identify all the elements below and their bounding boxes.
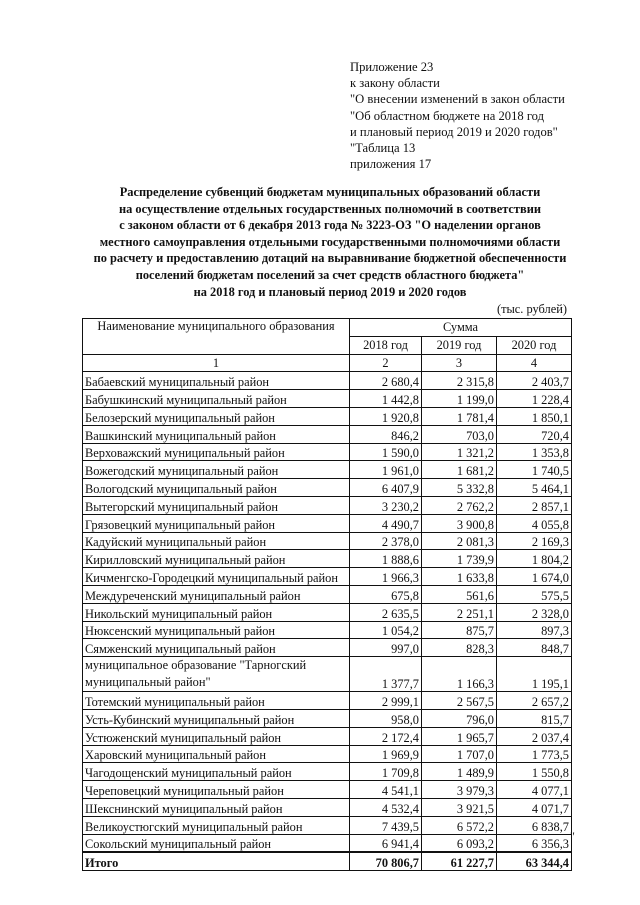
amount-2020: 1 353,8 xyxy=(497,443,572,461)
table-row xyxy=(83,603,572,621)
units-label: (тыс. рублей) xyxy=(496,302,567,316)
table-row xyxy=(83,496,572,514)
amount-2018: 2 635,5 xyxy=(350,603,422,621)
table-row xyxy=(83,514,572,532)
municipality-name: Кадуйский муниципальный район xyxy=(83,532,350,550)
table-row xyxy=(83,621,572,639)
amount-2020: 4 077,1 xyxy=(497,781,572,799)
amount-2020: 2 037,4 xyxy=(497,727,572,745)
amount-2020: 1 740,5 xyxy=(497,461,572,479)
amount-2019: 561,6 xyxy=(422,585,497,603)
col-header-2018: 2018 год xyxy=(350,336,422,354)
amount-2020: 815,7 xyxy=(497,709,572,727)
table-row xyxy=(83,550,572,568)
title-line: на осуществление отдельных государственных полномочий в соответствии xyxy=(118,201,541,216)
table-row xyxy=(83,816,572,834)
title-line: поселений бюджетам поселений за счет средств областного бюджета" xyxy=(135,267,525,282)
municipality-name: Сокольский муниципальный район xyxy=(83,834,350,852)
table-row xyxy=(83,568,572,586)
municipality-name: Вашкинский муниципальный район xyxy=(83,425,350,443)
amount-2019: 1 965,7 xyxy=(422,727,497,745)
amount-2018: 4 532,4 xyxy=(350,798,422,816)
amount-2020: 2 403,7 xyxy=(497,372,572,390)
amount-2018: 4 541,1 xyxy=(350,781,422,799)
amount-2018: 846,2 xyxy=(350,425,422,443)
amount-2018: 1 920,8 xyxy=(350,407,422,425)
amount-2019: 1 707,0 xyxy=(422,745,497,763)
total-row xyxy=(83,852,572,870)
amount-2019: 875,7 xyxy=(422,621,497,639)
amount-2020: 2 657,2 xyxy=(497,692,572,710)
amount-2020: 1 674,0 xyxy=(497,568,572,586)
municipality-name: Кичменгско-Городецкий муниципальный район xyxy=(83,568,350,586)
amount-2019: 6 572,2 xyxy=(422,816,497,834)
municipality-name: Бабаевский муниципальный район xyxy=(83,372,350,390)
column-number-row xyxy=(83,354,572,372)
amount-2019: 6 093,2 xyxy=(422,834,497,852)
col-number: 1 xyxy=(83,354,350,372)
title-line: по расчету и предоставлению дотаций на выравнивание бюджетной обеспеченности xyxy=(93,251,567,266)
table-row xyxy=(83,532,572,550)
amount-2020: 848,7 xyxy=(497,639,572,657)
municipality-name: Харовский муниципальный район xyxy=(83,745,350,763)
amount-2019: 1 633,8 xyxy=(422,568,497,586)
municipality-name: Усть-Кубинский муниципальный район xyxy=(83,709,350,727)
table-row xyxy=(83,745,572,763)
table-row xyxy=(83,709,572,727)
amount-2020: 2 857,1 xyxy=(497,496,572,514)
amount-2018: 2 999,1 xyxy=(350,692,422,710)
municipality-name: Кирилловский муниципальный район xyxy=(83,550,350,568)
amount-2019: 1 321,2 xyxy=(422,443,497,461)
amount-2018: 1 709,8 xyxy=(350,763,422,781)
header-line: и плановый период 2019 и 2020 годов" xyxy=(350,124,558,139)
amount-2018: 2 172,4 xyxy=(350,727,422,745)
amount-2020: 1 850,1 xyxy=(497,407,572,425)
amount-2018: 1 442,8 xyxy=(350,390,422,408)
col-header-name: Наименование муниципального образования xyxy=(83,319,350,355)
municipality-name: Сямженский муниципальный район xyxy=(83,639,350,657)
amount-2019: 61 227,7 xyxy=(422,852,497,870)
municipality-name: Белозерский муниципальный район xyxy=(83,407,350,425)
header-line: приложения 17 xyxy=(350,157,432,172)
amount-2019: 2 251,1 xyxy=(422,603,497,621)
amount-2020: 1 228,4 xyxy=(497,390,572,408)
col-header-2020: 2020 год xyxy=(497,336,572,354)
amount-2018: 3 230,2 xyxy=(350,496,422,514)
table-row xyxy=(83,798,572,816)
table-row xyxy=(83,461,572,479)
amount-2020: 6 356,3 xyxy=(497,834,572,852)
amount-2018: 70 806,7 xyxy=(350,852,422,870)
amount-2020: 2 328,0 xyxy=(497,603,572,621)
closing-quote: " xyxy=(570,829,575,843)
municipality-name: Никольский муниципальный район xyxy=(83,603,350,621)
amount-2020: 2 169,3 xyxy=(497,532,572,550)
amount-2018: 6 407,9 xyxy=(350,479,422,497)
header-line: "Об областном бюджете на 2018 год xyxy=(350,108,545,123)
table-row xyxy=(83,727,572,745)
amount-2019: 796,0 xyxy=(422,709,497,727)
amount-2020: 5 464,1 xyxy=(497,479,572,497)
amount-2018: 1 888,6 xyxy=(350,550,422,568)
table-row xyxy=(83,407,572,425)
amount-2019: 2 081,3 xyxy=(422,532,497,550)
municipality-name: муниципальное образование "Тарногский муниципальный район" xyxy=(83,657,350,692)
amount-2019: 1 166,3 xyxy=(422,657,497,692)
amount-2019: 828,3 xyxy=(422,639,497,657)
municipality-name: Нюксенский муниципальный район xyxy=(83,621,350,639)
table-row xyxy=(83,763,572,781)
amount-2020: 4 071,7 xyxy=(497,798,572,816)
amount-2018: 4 490,7 xyxy=(350,514,422,532)
header-line: "О внесении изменений в закон области xyxy=(350,92,565,107)
amount-2020: 720,4 xyxy=(497,425,572,443)
amount-2018: 7 439,5 xyxy=(350,816,422,834)
total-label: Итого xyxy=(83,852,350,870)
table-row xyxy=(83,443,572,461)
municipality-name: Грязовецкий муниципальный район xyxy=(83,514,350,532)
amount-2019: 3 900,8 xyxy=(422,514,497,532)
amount-2019: 3 921,5 xyxy=(422,798,497,816)
title-line: местного самоуправления отдельными государственными полномочиями области xyxy=(99,234,561,249)
col-number: 3 xyxy=(422,354,497,372)
amount-2019: 3 979,3 xyxy=(422,781,497,799)
header-line: к закону области xyxy=(350,76,440,91)
municipality-name: Бабушкинский муниципальный район xyxy=(83,390,350,408)
amount-2019: 703,0 xyxy=(422,425,497,443)
amount-2020: 4 055,8 xyxy=(497,514,572,532)
table-row xyxy=(83,479,572,497)
amount-2020: 6 838,7 xyxy=(497,816,572,834)
amount-2018: 1 961,0 xyxy=(350,461,422,479)
appendix-header xyxy=(350,59,565,172)
municipality-name: Тотемский муниципальный район xyxy=(83,692,350,710)
amount-2019: 1 199,0 xyxy=(422,390,497,408)
amount-2019: 1 681,2 xyxy=(422,461,497,479)
amount-2018: 1 966,3 xyxy=(350,568,422,586)
amount-2018: 2 378,0 xyxy=(350,532,422,550)
amount-2020: 1 550,8 xyxy=(497,763,572,781)
title-line: Распределение субвенций бюджетам муниципальных образований области xyxy=(119,185,541,199)
table-row xyxy=(83,390,572,408)
municipality-name: Чагодощенский муниципальный район xyxy=(83,763,350,781)
amount-2019: 2 567,5 xyxy=(422,692,497,710)
header-row xyxy=(83,319,572,337)
amount-2019: 1 781,4 xyxy=(422,407,497,425)
table-row xyxy=(83,585,572,603)
table-row xyxy=(83,639,572,657)
amount-2018: 2 680,4 xyxy=(350,372,422,390)
amount-2018: 1 377,7 xyxy=(350,657,422,692)
title-line: с законом области от 6 декабря 2013 года № 3223-ОЗ "О наделении органов xyxy=(119,218,541,233)
table-row xyxy=(83,372,572,390)
amount-2020: 575,5 xyxy=(497,585,572,603)
amount-2019: 1 489,9 xyxy=(422,763,497,781)
amount-2018: 997,0 xyxy=(350,639,422,657)
table-row xyxy=(83,834,572,852)
col-header-sum: Сумма xyxy=(350,319,572,337)
amount-2018: 1 054,2 xyxy=(350,621,422,639)
amount-2019: 2 315,8 xyxy=(422,372,497,390)
amount-2020: 897,3 xyxy=(497,621,572,639)
amount-2019: 5 332,8 xyxy=(422,479,497,497)
municipality-name: Шекснинский муниципальный район xyxy=(83,798,350,816)
municipality-name: Устюженский муниципальный район xyxy=(83,727,350,745)
amount-2020: 1 773,5 xyxy=(497,745,572,763)
municipality-name: Междуреченский муниципальный район xyxy=(83,585,350,603)
amount-2018: 1 969,9 xyxy=(350,745,422,763)
municipality-name: Вытегорский муниципальный район xyxy=(83,496,350,514)
table-row xyxy=(83,657,572,692)
table-row xyxy=(83,425,572,443)
table-row xyxy=(83,692,572,710)
amount-2019: 1 739,9 xyxy=(422,550,497,568)
title-line: на 2018 год и плановый период 2019 и 2020 годов xyxy=(193,284,467,299)
amount-2018: 1 590,0 xyxy=(350,443,422,461)
amount-2019: 2 762,2 xyxy=(422,496,497,514)
amount-2020: 1 804,2 xyxy=(497,550,572,568)
municipality-name: Череповецкий муниципальный район xyxy=(83,781,350,799)
amount-2018: 6 941,4 xyxy=(350,834,422,852)
amount-2018: 958,0 xyxy=(350,709,422,727)
municipality-name: Верховажский муниципальный район xyxy=(83,443,350,461)
col-number: 2 xyxy=(350,354,422,372)
amount-2018: 675,8 xyxy=(350,585,422,603)
amount-2020: 63 344,4 xyxy=(497,852,572,870)
header-line: Приложение 23 xyxy=(350,60,434,74)
municipality-name: Вожегодский муниципальный район xyxy=(83,461,350,479)
col-header-2019: 2019 год xyxy=(422,336,497,354)
table-row xyxy=(83,781,572,799)
municipality-name: Великоустюгский муниципальный район xyxy=(83,816,350,834)
municipality-name: Вологодский муниципальный район xyxy=(83,479,350,497)
subsidy-table xyxy=(82,318,572,871)
amount-2020: 1 195,1 xyxy=(497,657,572,692)
col-number: 4 xyxy=(497,354,572,372)
header-line: "Таблица 13 xyxy=(350,141,416,156)
document-title xyxy=(70,184,590,300)
